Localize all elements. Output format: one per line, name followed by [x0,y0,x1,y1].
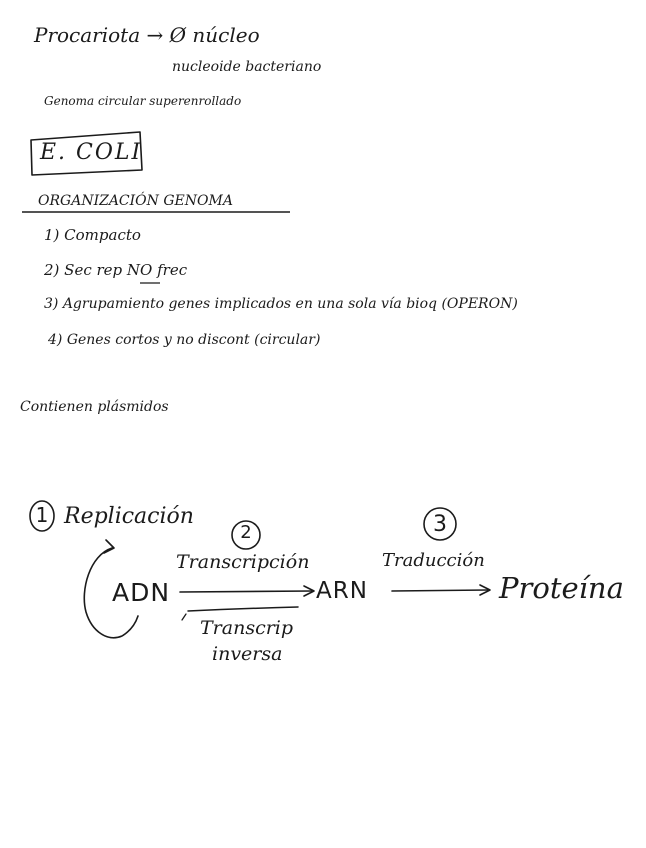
protein-label: Proteína [499,571,624,605]
translation-arrowhead [480,585,490,595]
note-procariota: Procariota → Ø núcleo [34,23,260,47]
circle-1-number: 1 [35,503,49,527]
circle-2-number: 2 [240,522,252,543]
note-plasmidos: Contienen plásmidos [20,399,169,415]
transcription-arrowhead [304,586,314,596]
note-nucleoide: nucleoide bacteriano [172,59,322,75]
list-item: 4) Genes cortos y no discont (circular) [48,332,321,348]
dna-label: ADN [112,578,171,607]
note-genoma-circular: Genoma circular superenrollado [44,94,242,108]
rna-label: ARN [316,578,368,604]
transcription-label: Transcripción [176,551,310,573]
reverse-transcription-line [188,607,298,611]
reverse-transcription-line1: Transcrip [200,617,294,639]
list-item: 1) Compacto [44,226,141,244]
translation-label: Traducción [382,550,485,571]
list-item: 3) Agrupamiento genes implicados en una sola vía bioq (OPERON) [44,296,518,312]
translation-arrow [392,590,488,591]
section-title: ORGANIZACIÓN GENOMA [38,193,233,209]
reverse-transcription-tick [182,614,186,620]
transcription-arrow [180,591,312,592]
list-item: 2) Sec rep NO frec [44,261,188,279]
reverse-transcription-line2: inversa [212,643,283,665]
replication-loop-arrowhead [104,540,114,553]
circle-3-number: 3 [433,512,447,537]
ecoli-label: E. COLI [40,140,143,165]
replication-label: Replicación [64,504,194,529]
